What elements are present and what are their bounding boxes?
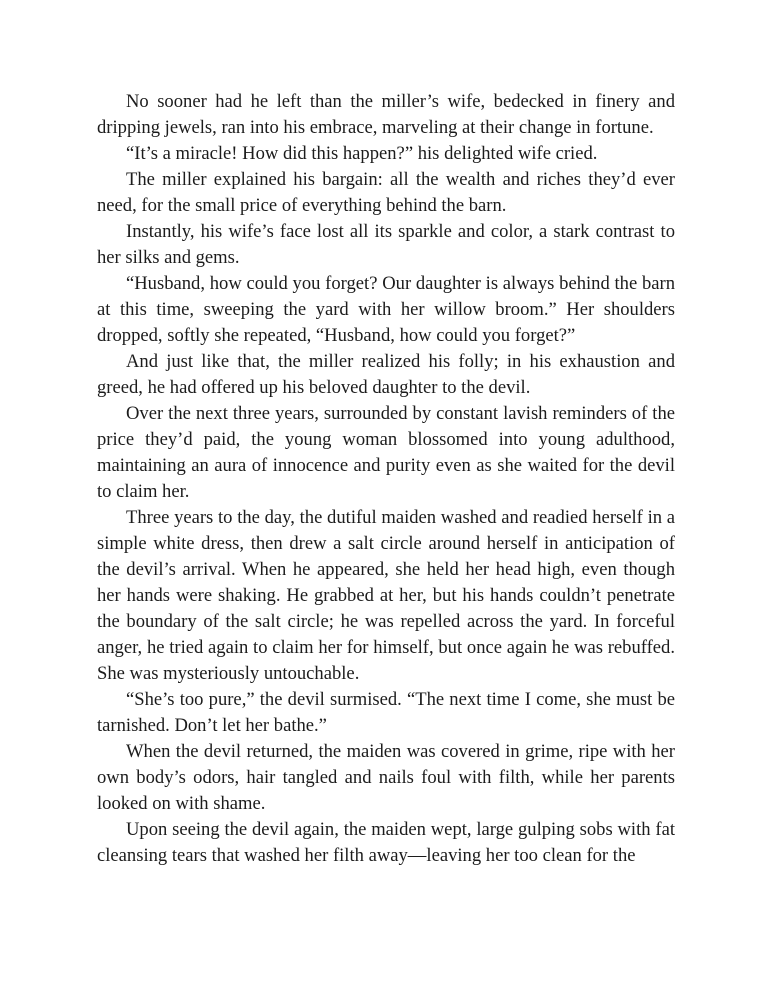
paragraph-2: “It’s a miracle! How did this happen?” his delighted wife cried.: [126, 143, 598, 164]
paragraph-1: No sooner had he left than the miller’s wife, bedecked in finery and dripping jewels, ran into his embrace, marveling at their change in fortune.: [97, 91, 675, 138]
paragraph-8: Three years to the day, the dutiful maiden washed and readied herself in a simple white dress, then drew a salt circle around herself in anticipation of the devil’s arrival. When he appeared, she held her head high, even though her hands were shaking. He grabbed at her, but his hands couldn’t penetrate the boundary of the salt circle; he was repelled across the yard. In forceful anger, he tried again to claim her for himself, but once again he was rebuffed. She was mysteriously untouchable.: [97, 507, 675, 684]
paragraph-3: The miller explained his bargain: all the wealth and riches they’d ever need, for the small price of everything behind the barn.: [97, 169, 675, 216]
paragraph-11: Upon seeing the devil again, the maiden wept, large gulping sobs with fat cleansing tears that washed her filth away—leaving her too clean for the: [97, 819, 675, 866]
paragraph-9: “She’s too pure,” the devil surmised. “The next time I come, she must be tarnished. Don’t let her bathe.”: [97, 689, 675, 736]
paragraph-6: And just like that, the miller realized his folly; in his exhaustion and greed, he had offered up his beloved daughter to the devil.: [97, 351, 675, 398]
paragraph-4: Instantly, his wife’s face lost all its sparkle and color, a stark contrast to her silks and gems.: [97, 221, 675, 268]
paragraph-5: “Husband, how could you forget? Our daughter is always behind the barn at this time, sweeping the yard with her willow broom.” Her shoulders dropped, softly she repeated, “Husband, how could you forget?”: [97, 273, 675, 346]
paragraph-7: Over the next three years, surrounded by constant lavish reminders of the price they’d paid, the young woman blossomed into young adulthood, maintaining an aura of innocence and purity even as she waited for the devil to claim her.: [97, 403, 675, 502]
document-page: [97, 89, 675, 869]
paragraph-10: When the devil returned, the maiden was covered in grime, ripe with her own body’s odors, hair tangled and nails foul with filth, while her parents looked on with shame.: [97, 741, 675, 814]
